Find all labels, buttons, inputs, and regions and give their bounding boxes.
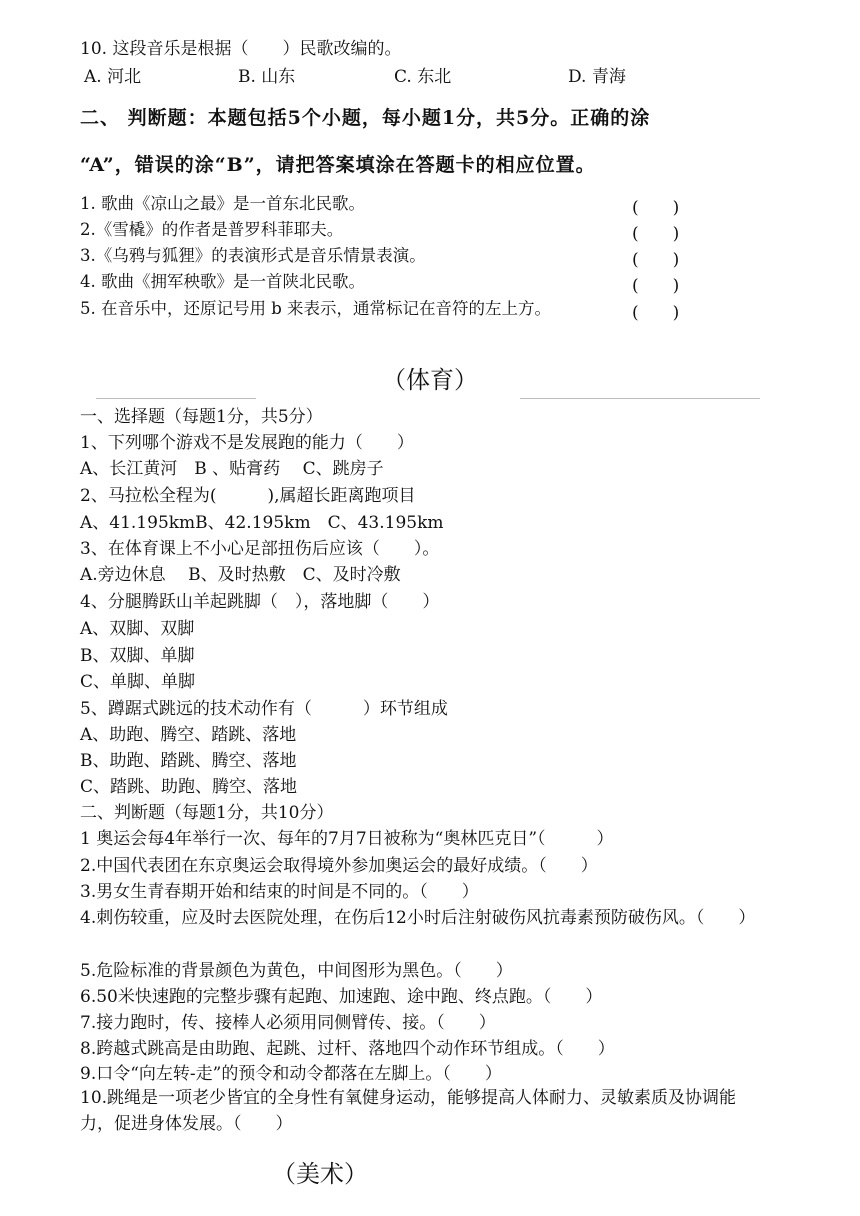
pe-line-7: 4、分腿腾跃山羊起跳脚（ ），落地脚（ ）: [80, 592, 440, 612]
answer-paren-4: ( ): [632, 276, 680, 296]
music-judge-item-1: 1. 歌曲《凉山之最》是一首东北民歌。: [80, 194, 365, 213]
pe-judge-5: 5.危险标准的背景颜色为黄色，中间图形为黑色。（ ）: [80, 961, 513, 981]
pe-line-8: A、双脚、双脚: [80, 619, 195, 639]
pe-line-12: A、助跑、腾空、踏跳、落地: [80, 725, 297, 745]
pe-line-18: 3.男女生青春期开始和结束的时间是不同的。（ ）: [80, 882, 479, 902]
scan-rule-left: [96, 398, 256, 399]
pe-judge-9: 9.口令“向左转-走”的预令和动令都落在左脚上。（ ）: [80, 1064, 502, 1084]
pe-judge-8: 8.跨越式跳高是由助跑、起跳、过杆、落地四个动作环节组成。（ ）: [80, 1039, 615, 1059]
answer-paren-3: ( ): [632, 250, 680, 270]
art-title: （美术）: [272, 1160, 368, 1188]
scan-rule-right: [520, 398, 760, 399]
pe-line-11: 5、蹲踞式跳远的技术动作有（ ）环节组成: [80, 699, 448, 719]
pe-line-13: B、助跑、踏跳、腾空、落地: [80, 751, 297, 771]
pe-judge-6: 6.50米快速跑的完整步骤有起跑、加速跑、途中跑、终点跑。（ ）: [80, 987, 603, 1007]
option-d: D. 青海: [568, 67, 626, 87]
pe-line-5: 3、在体育课上不小心足部扭伤后应该（ ）。: [80, 539, 440, 559]
music-q10: 10. 这段音乐是根据（ ）民歌改编的。: [80, 39, 402, 59]
option-b: B. 山东: [238, 67, 296, 87]
music-section2-heading-line2: “A”，错误的涂“B”，请把答案填涂在答题卡的相应位置。: [80, 154, 596, 176]
pe-line-0: 一、选择题（每题1分，共5分）: [80, 407, 323, 427]
pe-title: （体育）: [382, 366, 478, 394]
music-judge-item-3: 3.《乌鸦与狐狸》的表演形式是音乐情景表演。: [80, 246, 426, 265]
music-judge-item-5: 5. 在音乐中，还原记号用 b 来表示，通常标记在音符的左上方。: [80, 299, 552, 318]
pe-line-17: 2.中国代表团在东京奥运会取得境外参加奥运会的最好成绩。（ ）: [80, 856, 598, 876]
answer-paren-1: ( ): [632, 198, 680, 218]
option-a: A. 河北: [84, 67, 142, 87]
music-section2-heading-line1: 二、 判断题：本题包括5个小题，每小题1分，共5分。正确的涂: [80, 107, 651, 129]
answer-paren-2: ( ): [632, 224, 680, 244]
option-c: C. 东北: [394, 67, 452, 87]
pe-line-14: C、踏跳、助跑、腾空、落地: [80, 777, 298, 797]
pe-judge-7: 7.接力跑时，传、接棒人必须用同侧臂传、接。（ ）: [80, 1013, 496, 1033]
answer-paren-5: ( ): [632, 303, 680, 323]
pe-line-16: 1 奥运会每4年举行一次、每年的7月7日被称为“奥林匹克日”（ ）: [80, 829, 614, 849]
pe-line-9: B、双脚、单脚: [80, 646, 195, 666]
pe-line-6: A.旁边休息 B、及时热敷 C、及时冷敷: [80, 565, 401, 585]
pe-line-3: 2、马拉松全程为( ),属超长距离跑项目: [80, 486, 416, 506]
pe-line-15: 二、判断题（每题1分，共10分）: [80, 803, 334, 823]
pe-line-10: C、单脚、单脚: [80, 672, 196, 692]
pe-line-1: 1、下列哪个游戏不是发展跑的能力（ ）: [80, 433, 414, 453]
music-judge-item-2: 2.《雪橇》的作者是普罗科菲耶夫。: [80, 220, 344, 239]
pe-judge-4: 4.刺伤较重，应及时去医院处理，在伤后12小时后注射破伤风抗毒素预防破伤风。（ ）: [80, 908, 756, 928]
music-judge-item-4: 4. 歌曲《拥军秧歌》是一首陕北民歌。: [80, 272, 365, 291]
pe-line-2: A、长江黄河 B 、贴膏药 C、跳房子: [80, 459, 384, 479]
pe-judge-10: 10.跳绳是一项老少皆宜的全身性有氧健身运动，能够提高人体耐力、灵敏素质及协调能力，促进身体发展。（ ）: [80, 1088, 737, 1134]
pe-line-4: A、41.195kmB、42.195km C、43.195km: [80, 513, 444, 533]
